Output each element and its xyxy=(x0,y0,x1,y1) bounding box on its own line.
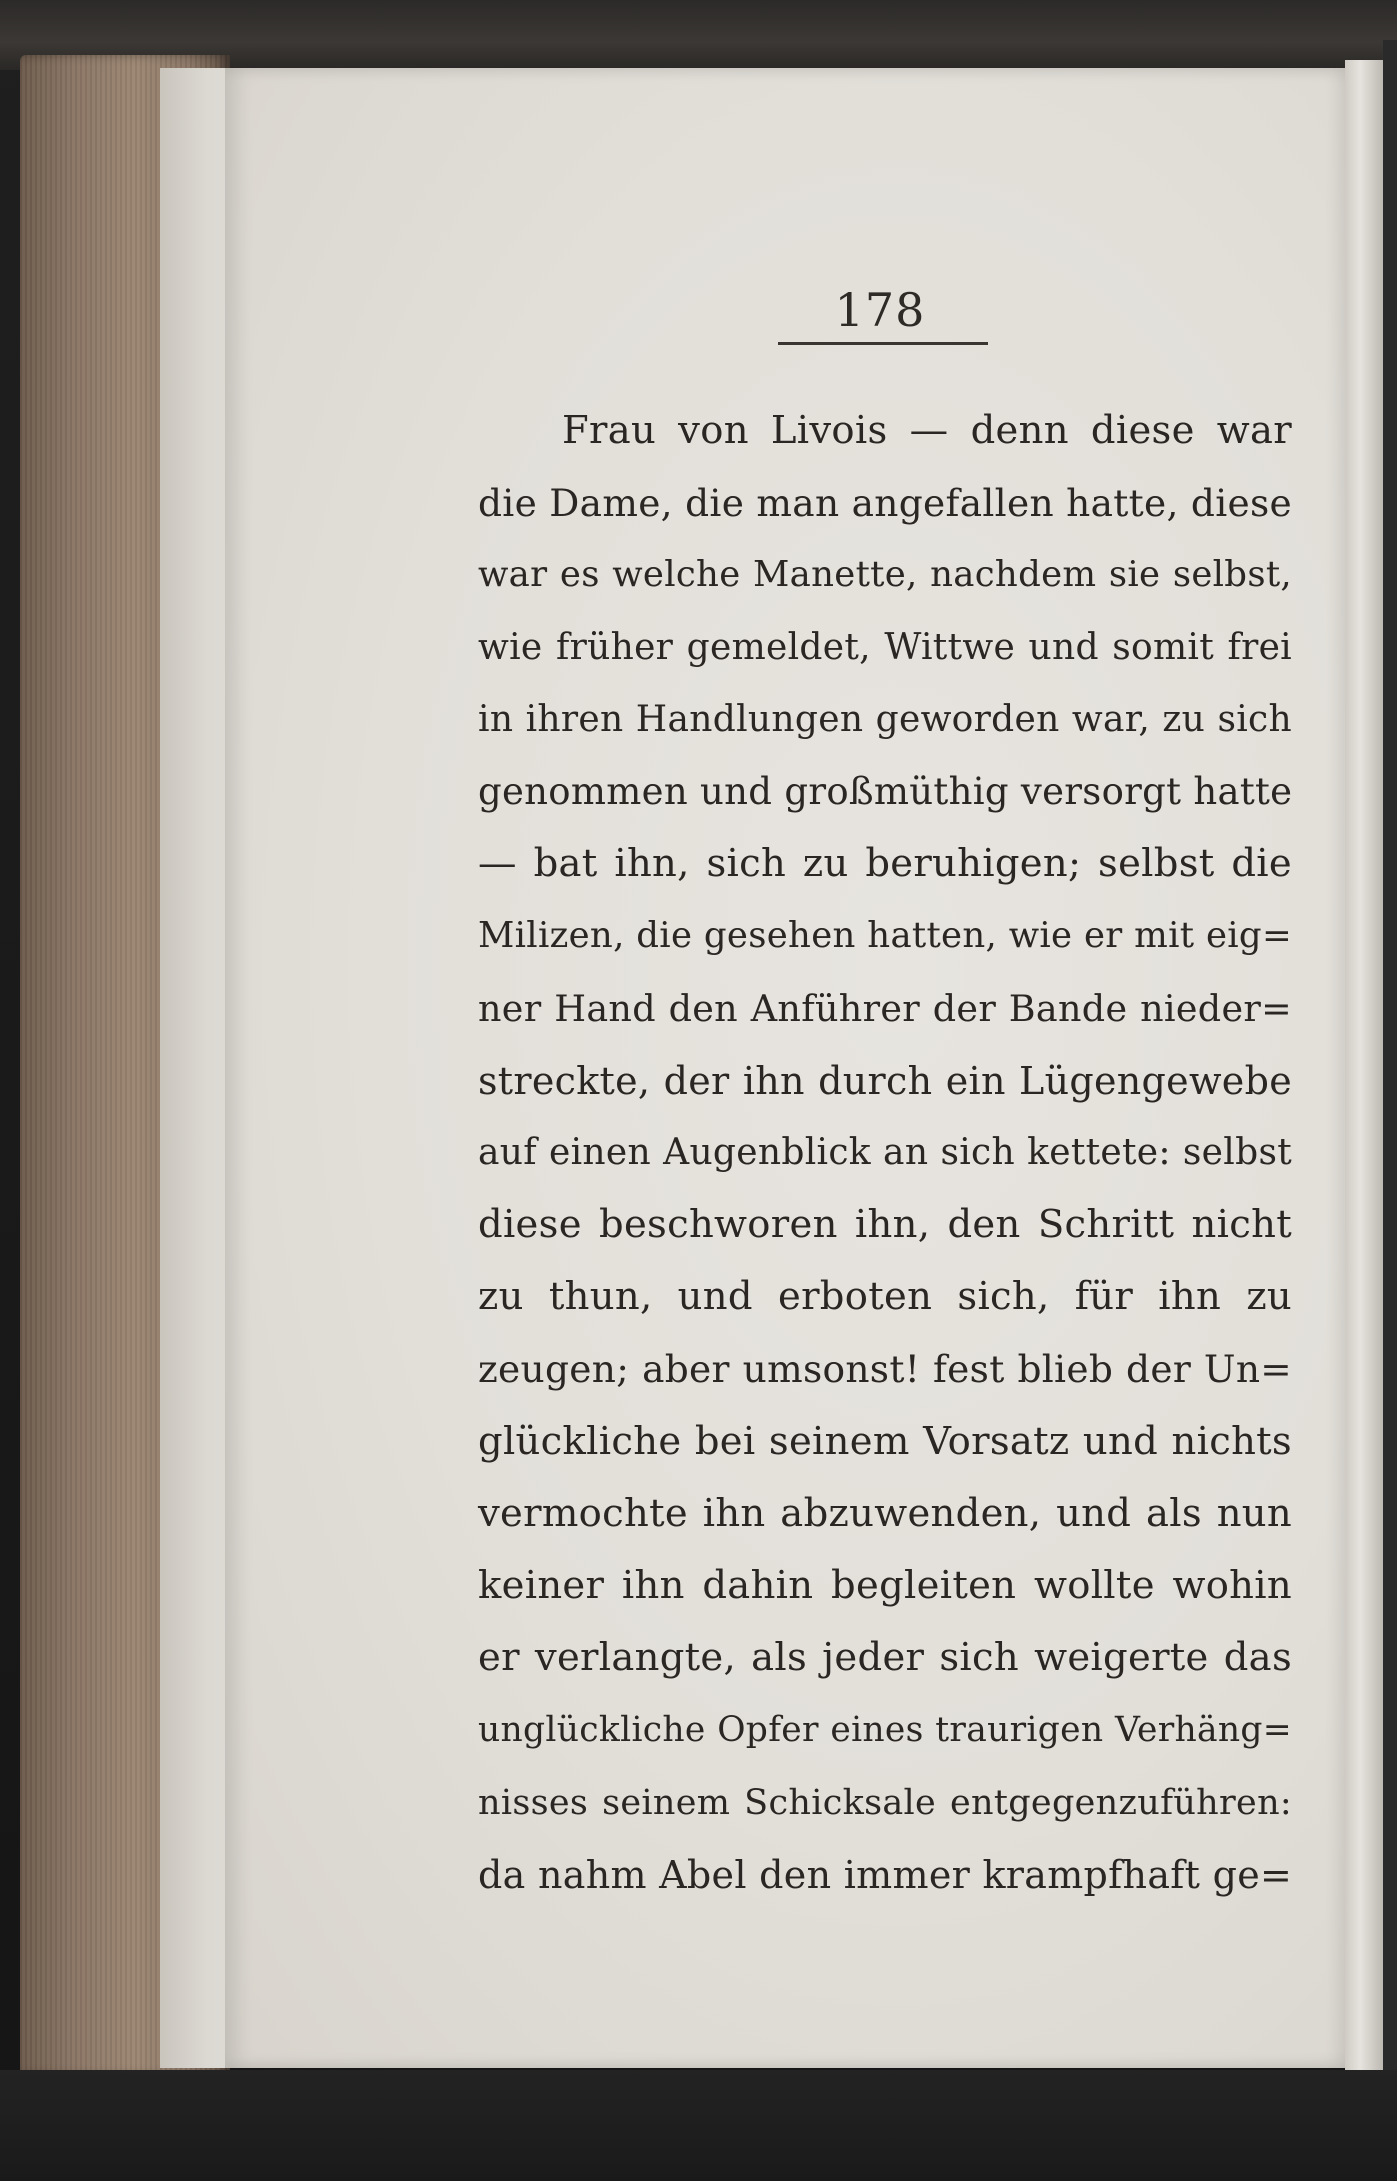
text-line: er verlangte, als jeder sich weigerte das xyxy=(478,1635,1292,1681)
text-line: die Dame, die man angefallen hatte, diese xyxy=(478,481,1293,526)
text-line: ner Hand den Anführer der Bande nieder= xyxy=(478,986,1292,1030)
text-line: in ihren Handlungen geworden war, zu sich xyxy=(478,698,1292,740)
text-line: — bat ihn, sich zu beruhigen; selbst die xyxy=(478,841,1292,887)
text-line: auf einen Augenblick an sich kettete: selbst xyxy=(478,1131,1292,1173)
text-line: da nahm Abel den immer krampfhaft ge= xyxy=(478,1852,1293,1897)
background-edge-right xyxy=(1383,40,1397,2100)
text-line: zu thun, und erboten sich, für ihn zu xyxy=(478,1274,1292,1320)
text-line: glückliche bei seinem Vorsatz und nichts xyxy=(478,1418,1292,1464)
page-number: 178 xyxy=(834,283,926,337)
page-edges-right xyxy=(1345,60,1383,2080)
text-line: Frau von Livois — denn diese war xyxy=(562,408,1292,453)
page-number-rule xyxy=(778,342,988,345)
text-line: streckte, der ihn durch ein Lügengewebe xyxy=(478,1058,1292,1103)
text-line: nisses seinem Schicksale entgegenzuführen: xyxy=(478,1782,1292,1823)
text-line: genommen und großmüthig versorgt hatte xyxy=(478,769,1293,813)
background-board-bottom xyxy=(0,2070,1397,2181)
text-line: wie früher gemeldet, Wittwe und somit frei xyxy=(478,626,1292,668)
page-text xyxy=(478,395,1292,1911)
text-line: keiner ihn dahin begleiten wollte wohin xyxy=(478,1563,1292,1608)
text-line: diese beschworen ihn, den Schritt nicht xyxy=(478,1202,1292,1248)
text-line: zeugen; aber umsonst! fest blieb der Un= xyxy=(478,1347,1292,1392)
text-line: Milizen, die gesehen hatten, wie er mit eig= xyxy=(478,915,1292,957)
text-line: war es welche Manette, nachdem sie selbst, xyxy=(478,554,1292,596)
text-line: unglückliche Opfer eines traurigen Verhäng= xyxy=(478,1710,1292,1751)
text-line: vermochte ihn abzuwenden, und als nun xyxy=(478,1490,1292,1536)
